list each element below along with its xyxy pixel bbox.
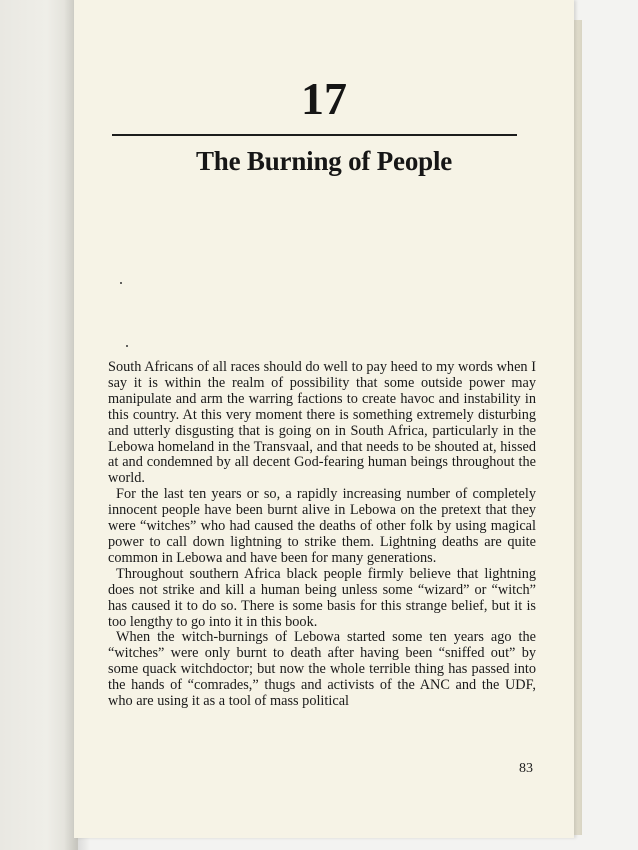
chapter-body xyxy=(108,360,536,710)
ink-speck xyxy=(120,282,122,284)
book-page xyxy=(74,0,574,838)
chapter-number: 17 xyxy=(301,73,347,124)
ink-speck xyxy=(126,345,128,347)
paragraph: South Africans of all races should do well to pay heed to my words when I say it is within the realm of possibility that some outside power may manipulate and arm the warring factions to create havoc and instability in this country. At this very moment there is something extremely disturbing and utterly disgusting that is going on in South Africa, particularly in the Lebowa homeland in the Transvaal, and that needs to be shouted at, hissed at and condemned by all decent God-fearing human beings throughout the world. xyxy=(108,359,536,487)
page-block-edge xyxy=(574,20,582,835)
paragraph: When the witch-burnings of Lebowa started some ten years ago the “witches” were only burnt to death after having been “sniffed out” by some quack witchdoctor; but now the whole terrible thing has passed into the hands of “comrades,” thugs and activists of the ANC and the UDF, who are using it as a tool of mass political xyxy=(108,629,536,710)
chapter-rule xyxy=(112,134,517,136)
page-number: 83 xyxy=(519,761,533,776)
paragraph: For the last ten years or so, a rapidly increasing number of completely innocent people have been burnt alive in Lebowa on the pretext that they were “witches” who had caused the deaths of other folk by using magical power to call down lightning to strike them. Lightning deaths are quite common in Lebowa and have been for many generations. xyxy=(108,486,536,566)
paragraph: Throughout southern Africa black people firmly believe that lightning does not strike and kill a human being unless some “wizard” or “witch” has caused it to do so. There is some basis for this strange belief, but it is too lengthy to go into it in this book. xyxy=(108,565,536,630)
chapter-title: The Burning of People xyxy=(195,146,453,176)
